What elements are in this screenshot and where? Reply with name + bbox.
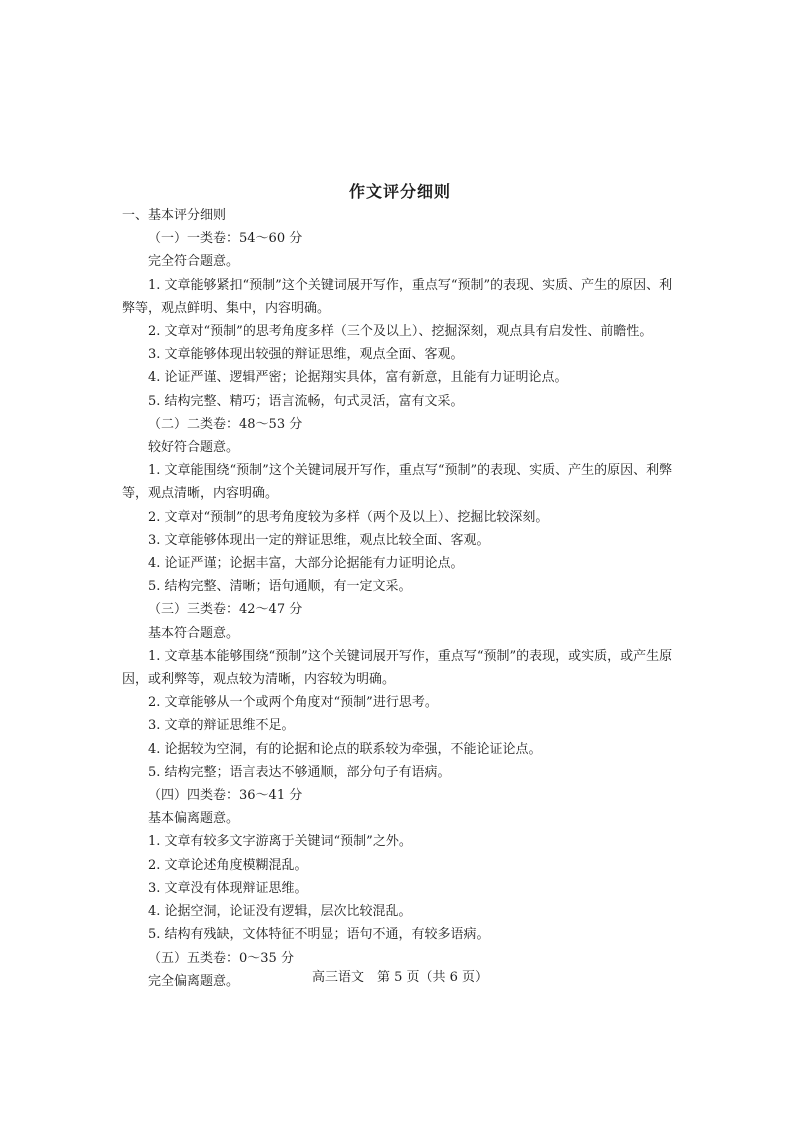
criterion-item: 5. 结构完整、清晰；语句通顺，有一定文采。: [148, 579, 412, 595]
grade-heading: （四）四类卷：36～41 分: [148, 788, 303, 804]
criterion-item: 4. 论据空洞，论证没有逻辑，层次比较混乱。: [148, 904, 412, 920]
criterion-item: 1. 文章能够紧扣“预制”这个关键词展开写作，重点写“预制”的表现、实质、产生的原因、利弊等，观点鲜明、集中，内容明确。: [122, 277, 673, 316]
grade-summary: 基本符合题意。: [148, 625, 240, 641]
grade-summary: 完全符合题意。: [148, 254, 240, 270]
criterion-item: 5. 结构完整、精巧；语言流畅，句式灵活，富有文采。: [148, 393, 464, 409]
grade-heading: （一）一类卷：54～60 分: [148, 231, 303, 247]
criterion-item: 2. 文章对“预制”的思考角度多样（三个及以上）、挖掘深刻，观点具有启发性、前瞻性。: [148, 324, 653, 340]
document-body: [122, 204, 684, 993]
criterion-item: 5. 结构有残缺，文体特征不明显；语句不通，有较多语病。: [148, 927, 490, 943]
grade-heading: （二）二类卷：48～53 分: [148, 416, 303, 432]
criterion-item: 3. 文章的辩证思维不足。: [148, 718, 295, 734]
page-footer: 高三语文 第 5 页（共 6 页）: [311, 970, 489, 985]
criterion-item: 2. 文章对“预制”的思考角度较为多样（两个及以上）、挖掘比较深刻。: [148, 509, 549, 525]
grade-heading: （五）五类卷：0～35 分: [148, 950, 294, 966]
criterion-item: 1. 文章能围绕“预制”这个关键词展开写作，重点写“预制”的表现、实质、产生的原因、利弊等，观点清晰，内容明确。: [122, 463, 673, 502]
criterion-item: 1. 文章基本能够围绕“预制”这个关键词展开写作，重点写“预制”的表现，或实质，或产生原因，或利弊等，观点较为清晰，内容较为明确。: [122, 648, 673, 688]
criterion-item: 1. 文章有较多文字游离于关键词“预制”之外。: [148, 834, 412, 850]
criterion-item: 4. 论证严谨、逻辑严密；论据翔实具体，富有新意，且能有力证明论点。: [148, 370, 568, 386]
criterion-item: 3. 文章能够体现出一定的辩证思维，观点比较全面、客观。: [148, 532, 490, 548]
grade-summary: 完全偏离题意。: [148, 973, 240, 989]
criterion-item: 3. 文章没有体现辩证思维。: [148, 880, 308, 896]
section-heading: 一、基本评分细则: [122, 208, 227, 223]
grade-heading: （三）三类卷：42～47 分: [148, 602, 303, 618]
document-title: 作文评分细则: [348, 182, 451, 201]
criterion-item: 4. 论据较为空洞，有的论据和论点的联系较为牵强，不能论证论点。: [148, 741, 542, 757]
criterion-item: 4. 论证严谨；论据丰富，大部分论据能有力证明论点。: [148, 556, 464, 572]
criterion-item: 2. 文章能够从一个或两个角度对“预制”进行思考。: [148, 695, 438, 711]
grade-summary: 较好符合题意。: [148, 440, 240, 456]
criterion-item: 2. 文章论述角度模糊混乱。: [148, 857, 308, 873]
criterion-item: 3. 文章能够体现出较强的辩证思维，观点全面、客观。: [148, 347, 464, 363]
criterion-item: 5. 结构完整；语言表达不够通顺，部分句子有语病。: [148, 764, 451, 780]
grade-summary: 基本偏离题意。: [148, 811, 240, 827]
